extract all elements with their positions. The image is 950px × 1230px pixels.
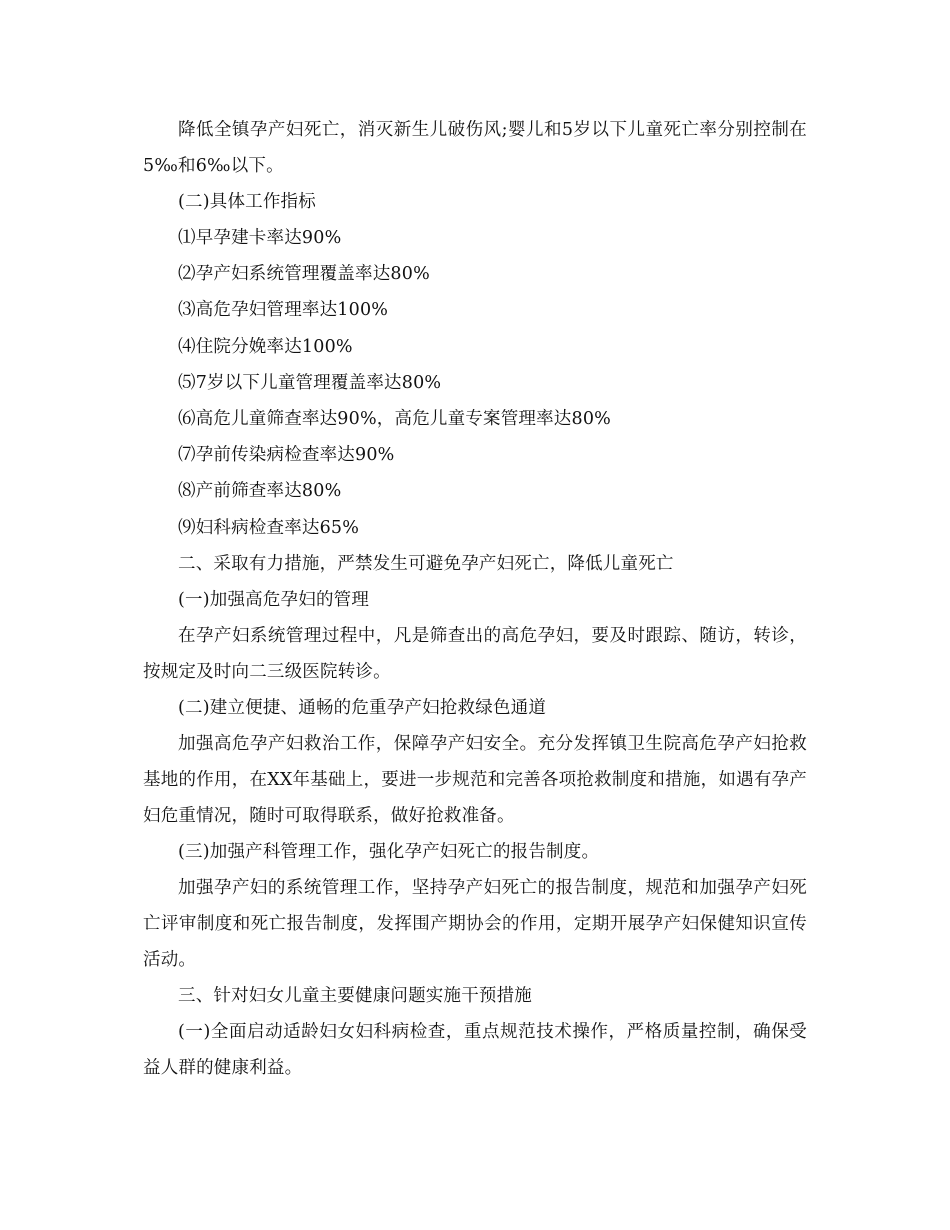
heading-specific-indicators: (二)具体工作指标 (178, 192, 316, 212)
document-body (143, 112, 807, 1086)
subheading-obstetric-management: (三)加强产科管理工作，强化孕产妇死亡的报告制度。 (178, 841, 600, 862)
paragraph-green-channel: 加强高危孕产妇救治工作，保障孕产妇安全。充分发挥镇卫生院高危孕产妇抢救基地的作用，在XX年基础上，要进一步规范和完善各项抢救制度和措施，如遇有孕产妇危重情况，随时可取得联系，做好抢救准备。 (143, 733, 807, 826)
subheading-green-channel: (二)建立便捷、通畅的危重孕产妇抢救绿色通道 (178, 697, 547, 718)
section-heading-2: 二、采取有力措施，严禁发生可避免孕产妇死亡，降低儿童死亡 (178, 553, 674, 574)
indicator-item-3: ⑶高危孕妇管理率达100% (178, 300, 389, 321)
indicator-item-8: ⑻产前筛查率达80% (178, 481, 342, 502)
indicator-item-7: ⑺孕前传染病检查率达90% (178, 445, 395, 466)
indicator-item-2: ⑵孕产妇系统管理覆盖率达80% (178, 264, 430, 285)
paragraph-high-risk-management: 在孕产妇系统管理过程中，凡是筛查出的高危孕妇，要及时跟踪、随访，转诊，按规定及时向二三级医院转诊。 (143, 625, 807, 682)
section-heading-3: 三、针对妇女儿童主要健康问题实施干预措施 (178, 985, 532, 1006)
indicator-item-1: ⑴早孕建卡率达90% (178, 228, 342, 248)
indicator-item-6: ⑹高危儿童筛查率达90%，高危儿童专案管理率达80% (178, 409, 611, 430)
subheading-high-risk-management: (一)加强高危孕妇的管理 (178, 589, 370, 610)
paragraph-mortality-goal: 降低全镇孕产妇死亡，消灭新生儿破伤风;婴儿和5岁以下儿童死亡率分别控制在5‰和6‰以下。 (143, 120, 807, 176)
paragraph-gynecological-screening: (一)全面启动适龄妇女妇科病检查，重点规范技术操作，严格质量控制，确保受益人群的健康利益。 (143, 1021, 807, 1078)
indicator-item-9: ⑼妇科病检查率达65% (178, 517, 360, 538)
paragraph-obstetric-management: 加强孕产妇的系统管理工作，坚持孕产妇死亡的报告制度，规范和加强孕产妇死亡评审制度和死亡报告制度，发挥围产期协会的作用，定期开展孕产妇保健知识宣传活动。 (143, 877, 807, 970)
indicator-item-4: ⑷住院分娩率达100% (178, 336, 353, 357)
indicator-item-5: ⑸7岁以下儿童管理覆盖率达80% (178, 372, 442, 393)
